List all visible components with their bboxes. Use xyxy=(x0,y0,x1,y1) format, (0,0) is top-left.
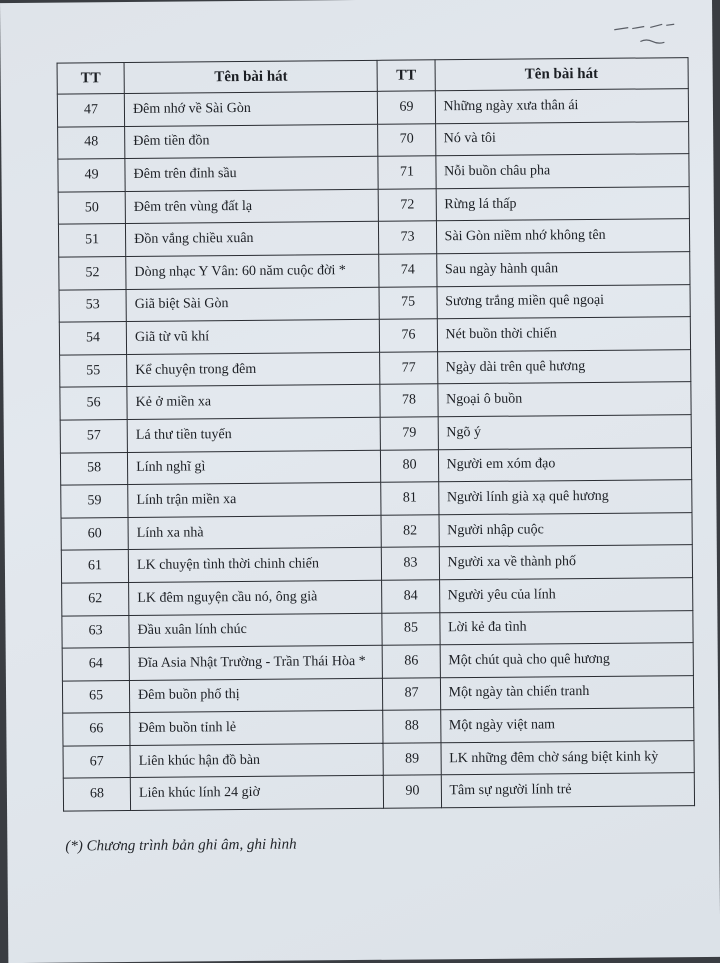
header-tt-right: TT xyxy=(378,60,435,91)
song-name-right: Một ngày tàn chiến tranh xyxy=(440,675,694,710)
song-number-right: 85 xyxy=(382,612,439,645)
song-number-right: 73 xyxy=(379,221,436,254)
song-name-left: Kể chuyện trong đêm xyxy=(127,352,381,387)
song-number-right: 75 xyxy=(379,286,436,319)
song-name-right: Người yêu của lính xyxy=(439,577,693,612)
song-name-right: Tâm sự người lính trẻ xyxy=(441,773,695,808)
table-row xyxy=(59,317,690,355)
song-name-right: Một chút quà cho quê hương xyxy=(440,643,694,678)
song-name-right: Một ngày việt nam xyxy=(440,708,694,743)
song-list-table xyxy=(57,57,696,812)
song-number-left: 60 xyxy=(61,517,128,550)
song-name-left: Đêm trên vùng đất lạ xyxy=(125,189,379,224)
song-name-right: Sau ngày hành quân xyxy=(436,252,690,287)
song-number-left: 48 xyxy=(58,126,125,159)
song-number-right: 84 xyxy=(382,580,439,613)
song-name-left: Đêm buồn tỉnh lẻ xyxy=(130,711,384,746)
song-number-right: 77 xyxy=(380,352,437,385)
song-name-left: Giã biệt Sài Gòn xyxy=(126,287,380,322)
table-row xyxy=(58,154,689,192)
table-row xyxy=(62,643,693,681)
table-body xyxy=(57,89,694,812)
table-row xyxy=(60,415,691,453)
song-number-left: 53 xyxy=(59,289,126,322)
song-name-left: Đêm buồn phố thị xyxy=(130,678,384,713)
song-name-right: Ngoại ô buồn xyxy=(437,382,691,417)
song-name-right: LK những đêm chờ sáng biệt kinh kỳ xyxy=(441,740,695,775)
song-number-left: 50 xyxy=(58,191,125,224)
table-row xyxy=(60,349,691,387)
song-number-right: 80 xyxy=(381,449,438,482)
song-number-right: 72 xyxy=(379,189,436,222)
song-number-right: 79 xyxy=(381,417,438,450)
song-name-left: Đêm trên đỉnh sầu xyxy=(125,156,379,191)
song-name-left: Lính trận miền xa xyxy=(128,482,382,517)
song-name-left: Đĩa Asia Nhật Trường - Trần Thái Hòa * xyxy=(129,645,383,680)
table-row xyxy=(57,89,688,127)
song-name-right: Nỗi buồn châu pha xyxy=(435,154,689,189)
table-row xyxy=(59,252,690,290)
table-row xyxy=(58,121,689,159)
song-number-left: 51 xyxy=(58,224,125,257)
song-name-left: Lính nghĩ gì xyxy=(128,450,382,485)
song-name-right: Ngõ ý xyxy=(438,415,692,450)
song-name-right: Người lính già xạ quê hương xyxy=(438,480,692,515)
song-name-left: Dòng nhạc Y Vân: 60 năm cuộc đời * xyxy=(126,254,380,289)
song-number-right: 89 xyxy=(383,743,440,776)
song-name-left: Lính xa nhà xyxy=(128,515,382,550)
table-row xyxy=(61,512,692,550)
song-number-left: 55 xyxy=(60,354,127,387)
table-row xyxy=(58,219,689,257)
song-number-right: 87 xyxy=(383,677,440,710)
table-row xyxy=(61,545,692,583)
song-number-right: 71 xyxy=(378,156,435,189)
song-name-right: Nó và tôi xyxy=(435,121,689,156)
song-number-right: 78 xyxy=(380,384,437,417)
table-row xyxy=(60,382,691,420)
song-name-left: Đầu xuân lính chúc xyxy=(129,613,383,648)
song-name-left: Đồn vắng chiều xuân xyxy=(126,222,380,257)
song-number-left: 63 xyxy=(62,615,129,648)
song-number-right: 74 xyxy=(379,254,436,287)
song-number-right: 76 xyxy=(380,319,437,352)
song-number-left: 56 xyxy=(60,387,127,420)
song-number-right: 86 xyxy=(383,645,440,678)
header-tt-left: TT xyxy=(57,63,124,95)
song-name-left: Liên khúc hận đồ bàn xyxy=(130,743,384,778)
song-number-left: 65 xyxy=(62,680,129,713)
song-number-left: 67 xyxy=(63,745,130,778)
table-row xyxy=(59,284,690,322)
table-row xyxy=(63,708,694,746)
song-number-left: 47 xyxy=(57,94,124,127)
song-number-left: 68 xyxy=(63,778,130,811)
song-number-left: 59 xyxy=(61,485,128,518)
song-name-right: Lời kẻ đa tình xyxy=(439,610,693,645)
song-name-right: Nét buồn thời chiến xyxy=(437,317,691,352)
song-name-right: Sương trắng miền quê ngoại xyxy=(437,284,691,319)
song-number-left: 64 xyxy=(62,648,129,681)
song-number-left: 54 xyxy=(59,322,126,355)
song-number-right: 82 xyxy=(381,515,438,548)
table-row xyxy=(61,480,692,518)
table-row xyxy=(60,447,691,485)
song-number-left: 49 xyxy=(58,159,125,192)
song-number-left: 61 xyxy=(61,550,128,583)
song-number-left: 62 xyxy=(62,582,129,615)
song-number-right: 69 xyxy=(378,91,435,124)
song-number-left: 52 xyxy=(59,256,126,289)
song-name-right: Rừng lá thấp xyxy=(436,186,690,221)
table-row xyxy=(62,675,693,713)
song-number-left: 58 xyxy=(60,452,127,485)
song-name-left: LK chuyện tình thời chinh chiến xyxy=(128,548,382,583)
song-number-right: 90 xyxy=(384,775,441,808)
table-row xyxy=(63,740,694,778)
song-name-left: Liên khúc lính 24 giờ xyxy=(130,776,384,811)
song-name-left: Kẻ ở miền xa xyxy=(127,385,381,420)
song-name-left: LK đêm nguyện cầu nó, ông già xyxy=(129,580,383,615)
song-name-right: Người em xóm đạo xyxy=(438,447,692,482)
song-name-right: Người xa về thành phố xyxy=(439,545,693,580)
song-name-right: Người nhập cuộc xyxy=(439,512,693,547)
table-row xyxy=(62,610,693,648)
song-name-right: Sài Gòn niềm nhớ không tên xyxy=(436,219,690,254)
song-number-right: 81 xyxy=(381,482,438,515)
song-number-right: 70 xyxy=(378,123,435,156)
table-row xyxy=(63,773,694,811)
song-name-right: Ngày dài trên quê hương xyxy=(437,349,691,384)
header-song-name-right: Tên bài hát xyxy=(435,58,689,91)
song-number-right: 88 xyxy=(383,710,440,743)
song-name-left: Đêm tiền đồn xyxy=(125,124,379,159)
song-name-right: Những ngày xưa thân ái xyxy=(435,89,689,124)
header-song-name-left: Tên bài hát xyxy=(124,60,378,93)
song-name-left: Giã từ vũ khí xyxy=(126,319,380,354)
song-number-left: 57 xyxy=(60,419,127,452)
table-row xyxy=(58,186,689,224)
table-row xyxy=(62,577,693,615)
song-name-left: Lá thư tiền tuyến xyxy=(127,417,381,452)
song-number-right: 83 xyxy=(382,547,439,580)
song-name-left: Đêm nhớ về Sài Gòn xyxy=(124,91,378,126)
footnote: (*) Chương trình bản ghi âm, ghi hình xyxy=(65,836,297,855)
song-number-left: 66 xyxy=(63,713,130,746)
